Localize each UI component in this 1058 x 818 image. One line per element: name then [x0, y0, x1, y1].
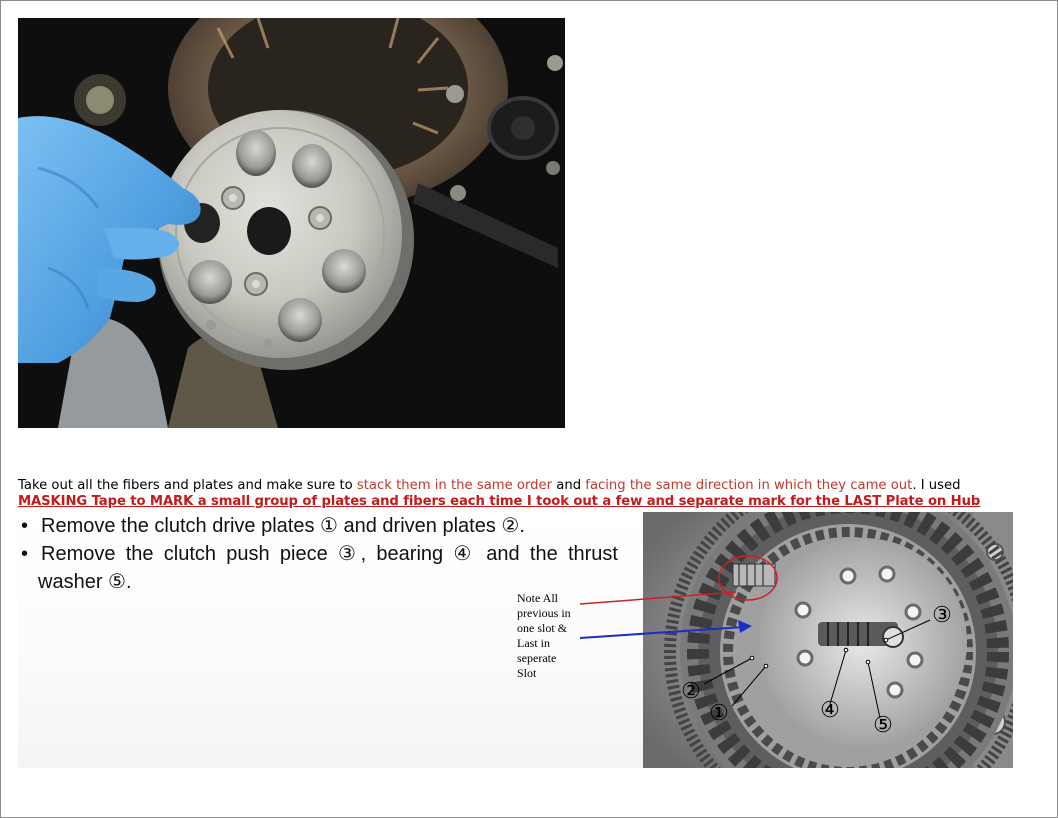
clutch-assembly-illustration — [643, 512, 1013, 768]
bullet-icon: • — [21, 515, 29, 537]
instruction-text: Remove the clutch drive plates ① and driven plates ②. — [41, 515, 525, 537]
clutch-assembly-photo — [643, 512, 1013, 768]
note-line: seperate — [517, 651, 557, 665]
callout-5: ⑤ — [873, 712, 893, 737]
annotation-note — [517, 591, 597, 681]
caption-text: Take out all the fibers and plates and make sure to — [18, 478, 357, 493]
note-line: one slot & — [517, 621, 567, 635]
caption-masking-tape-note: MASKING Tape to MARK a small group of plates and fibers each time I took out a few and separate mark for the LAST Plate on Hub — [18, 494, 981, 509]
instruction-caption — [18, 478, 1018, 510]
callout-4: ④ — [820, 697, 840, 722]
instruction-text: Remove the clutch push piece ③, bearing ④ and the thrust — [41, 543, 618, 565]
instruction-list — [18, 512, 618, 596]
caption-text: . I used — [912, 478, 961, 493]
callout-2: ② — [681, 678, 701, 703]
callout-1: ① — [709, 700, 729, 725]
list-item — [18, 540, 618, 568]
clutch-pressure-plate-photo — [18, 18, 565, 428]
caption-text: and — [552, 478, 586, 493]
caption-highlight-direction: facing the same direction in which they came out — [585, 478, 913, 493]
note-line: Note All — [517, 591, 558, 605]
bullet-icon: • — [21, 543, 29, 565]
callout-3: ③ — [932, 602, 952, 627]
note-line: previous in — [517, 606, 571, 620]
service-manual-excerpt — [18, 512, 1013, 768]
pressure-plate-illustration — [18, 18, 565, 428]
note-line: Slot — [517, 666, 537, 680]
caption-highlight-order: stack them in the same order — [356, 478, 553, 493]
instruction-text-continued: washer ⑤. — [38, 571, 132, 593]
caption-line-1 — [18, 478, 1018, 494]
list-item — [18, 512, 618, 540]
note-line: Last in — [517, 636, 550, 650]
